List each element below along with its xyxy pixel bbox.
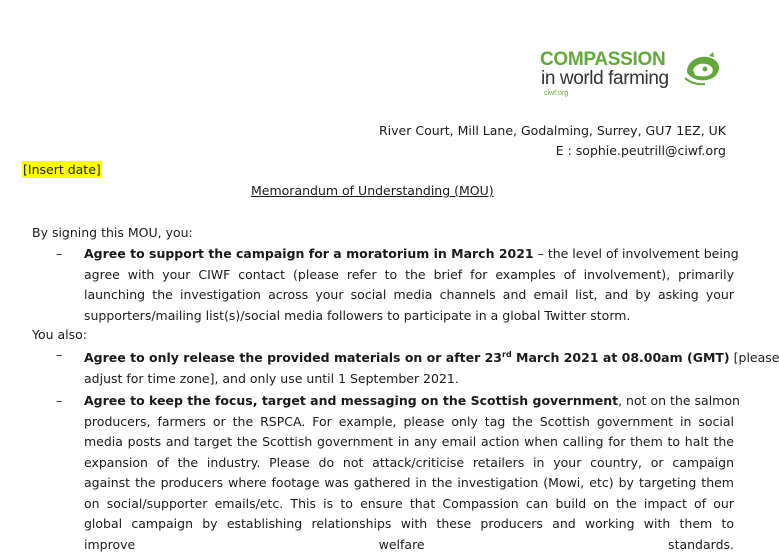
bullet-2-line-2: adjust for time zone], and only use until 1 September 2021. (84, 370, 459, 386)
bullet-2-text (84, 345, 779, 389)
bullet-1-line-3: launching the investigation across your social media channels and email list, and by asking your (84, 287, 734, 302)
bullet-1-text (84, 244, 739, 326)
document-title: Memorandum of Understanding (MOU) (251, 183, 494, 198)
bullet-2-bold-b: March 2021 at 08.00am (GMT) (511, 350, 730, 366)
bullet-3-line-2: producers, farmers or the RSPCA. For example, please only tag the Scottish government in social (84, 413, 734, 429)
bullet-marker: – (56, 393, 63, 408)
ciwf-logo (540, 50, 730, 102)
bullet-3-line-4: expansion of the industry. Please do not attack/criticise retailers in your country, or campaign (84, 454, 734, 470)
address-email: E : sophie.peutrill@ciwf.org (555, 143, 726, 158)
bullet-2-line-1-rest: [please (729, 350, 779, 366)
bullet-3-bold: Agree to keep the focus, target and messaging on the Scottish government (84, 393, 619, 408)
bullet-3-text (84, 391, 740, 555)
bullet-3-line-1-rest: , not on the salmon (618, 393, 740, 408)
bullet-1-line-4: supporters/mailing list(s)/social media followers to participate in a global Twitter storm. (84, 307, 631, 323)
logo-compassion-text: COMPASSION (540, 49, 666, 70)
bullet-3-line-6: on social/supporter emails/etc. This is to ensure that Compassion can build on the impact of our (84, 495, 734, 511)
bullet-3-line-8: improve welfare standards. (84, 536, 734, 552)
logo-url-text: ciwf.org (544, 90, 569, 97)
bullet-2-bold-a: Agree to only release the provided materials on or after 23 (84, 350, 503, 366)
also-text: You also: (32, 327, 88, 342)
bullet-1-line-1-rest: – the level of involvement being (533, 246, 739, 261)
bullet-2-bold (84, 350, 730, 365)
bullet-marker: – (56, 347, 63, 362)
address-street: River Court, Mill Lane, Godalming, Surrey, GU7 1EZ, UK (378, 123, 726, 138)
bullet-3-line-5: against the producers where footage was gathered in the investigation (Mowi, etc) by targeting them (84, 475, 734, 490)
bullet-2-line-1 (84, 345, 779, 369)
logo-in-world-farming-text: in world farming (541, 68, 669, 89)
bullet-1-line-2: agree with your CIWF contact (please refer to the brief for examples of involvement), primarily (84, 266, 734, 282)
bullet-3-line-3: media posts and target the Scottish government in any email action when calling for them to halt the (84, 434, 734, 449)
bullet-2-sup: rd (502, 350, 512, 359)
bullet-3-line-1 (84, 391, 740, 412)
bullet-1-line-1 (84, 244, 739, 265)
bullet-3-line-7: global campaign by establishing relationships with these producers and working with them to (84, 516, 734, 531)
intro-text: By signing this MOU, you: (32, 225, 193, 240)
bullet-1-bold: Agree to support the campaign for a moratorium in March 2021 (84, 246, 534, 261)
bullet-marker: – (56, 246, 63, 261)
date-placeholder (22, 160, 102, 181)
date-placeholder-highlight: [Insert date] (23, 162, 101, 177)
logo-animals-icon (683, 52, 723, 86)
